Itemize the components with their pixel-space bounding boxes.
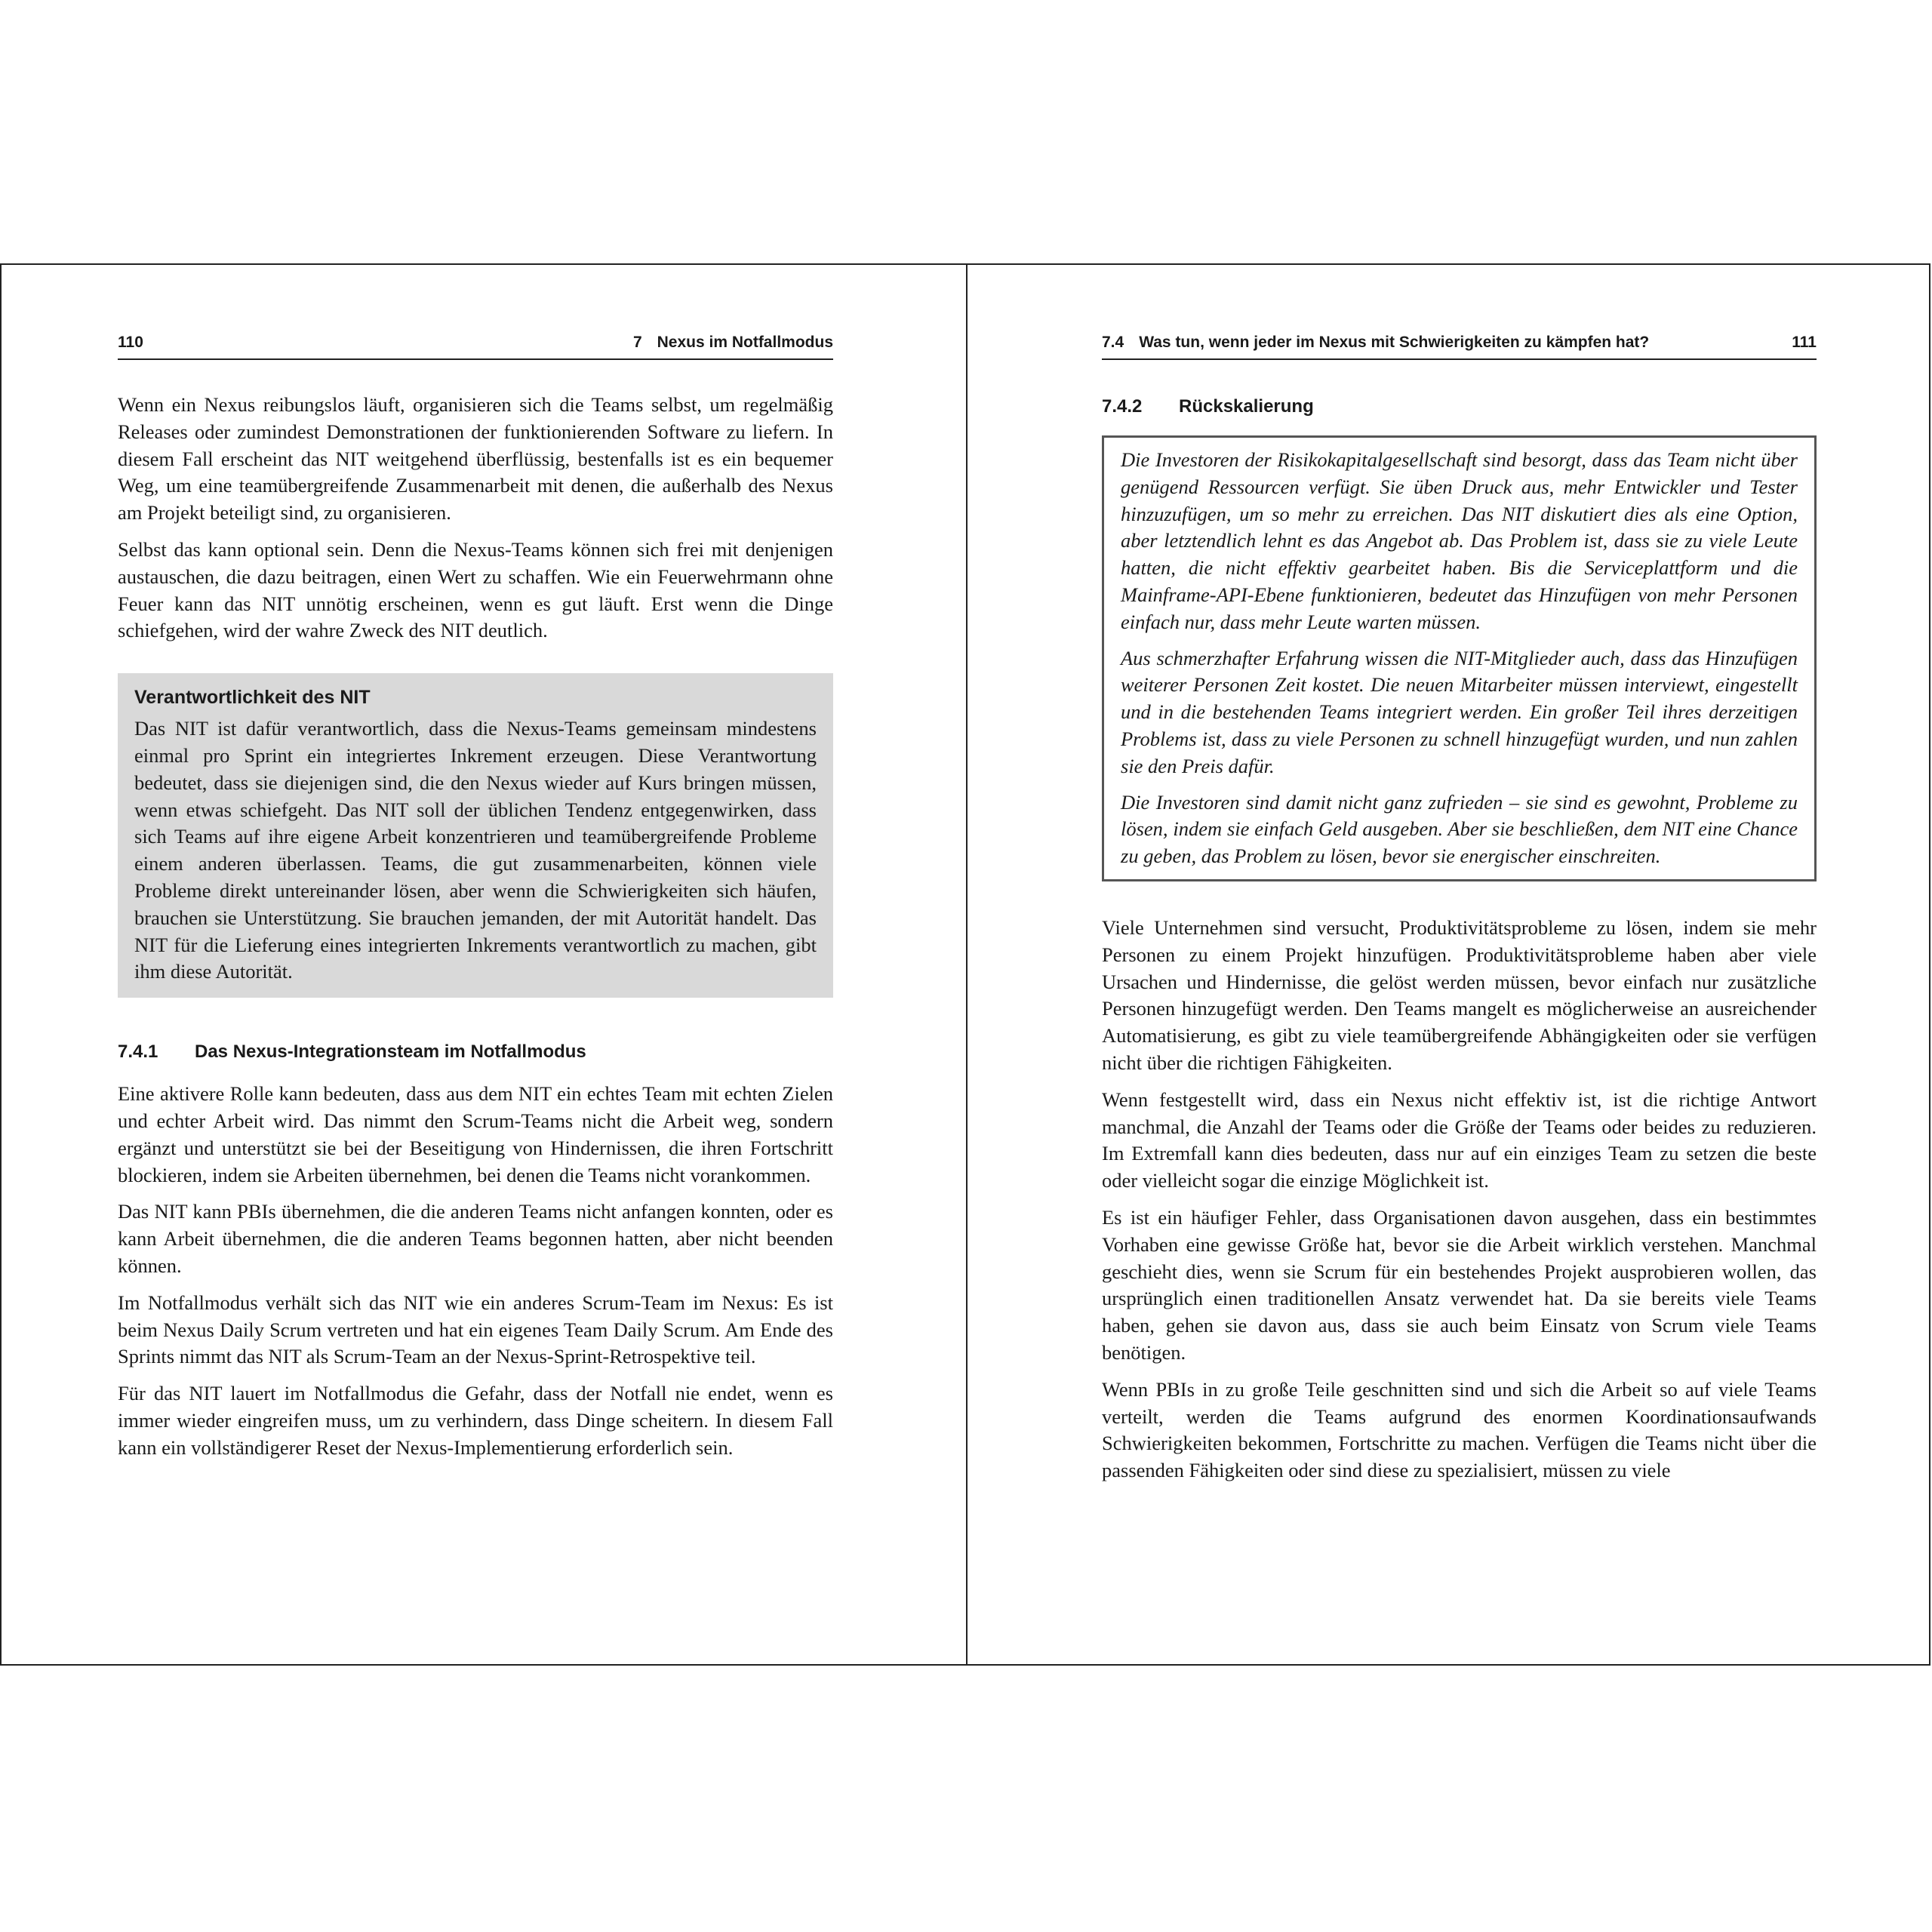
- case-study-box: [1102, 435, 1817, 881]
- subsection-number: 7.4.2: [1102, 396, 1143, 417]
- right-page: [1102, 265, 1817, 1664]
- running-section-number: 7.4: [1102, 334, 1124, 351]
- section-title: Das Nexus-Integrationsteam im Notfallmodus: [195, 1041, 586, 1063]
- running-section-title: Was tun, wenn jeder im Nexus mit Schwierigkeiten zu kämpfen hat?: [1139, 334, 1650, 351]
- paragraph: Wenn ein Nexus reibungslos läuft, organisieren sich die Teams selbst, um regelmäßig Releases oder zumindest Demonstrationen der funktionierenden Software zu liefern. In diesem Fall erscheint das NIT weitgehend überflüssig, bestenfalls ist es ein bequemer Weg, um eine teamübergreifende Zusammenarbeit mit denen, die außerhalb des Nexus am Projekt beteiligt sind, zu organisieren.: [118, 393, 833, 525]
- paragraph: Viele Unternehmen sind versucht, Produktivitätsprobleme zu lösen, indem sie mehr Personen zu einem Projekt hinzufügen. Produktivitätsprobleme haben aber viele Ursachen und Hindernisse, die gelöst werden müssen, bevor einfach nur zusätzliche Personen hinzugefügt werden. Den Teams mangelt es möglicherweise an ausreichender Automatisierung, es gibt zu viele teamübergreifende Abhängigkeiten oder sie verfügen nicht über die richtigen Fähigkeiten.: [1102, 915, 1817, 1074]
- right-page-content: [1102, 395, 1817, 1494]
- book-spread: [0, 263, 1930, 1666]
- section-number: 7.4.1: [118, 1041, 158, 1063]
- paragraph: Es ist ein häufiger Fehler, dass Organisationen davon ausgehen, dass ein bestimmtes Vorhaben eine gewisse Größe hat, bevor sie die Arbeit wirklich verstehen. Manchmal geschieht dies, wenn sie Scrum für ein bestehendes Projekt ausprobieren wollen, das ursprünglich einen traditionellen Ansatz verwendet hat. Da sie bereits viele Teams haben, gehen sie davon aus, dass sie auch beim Einsatz von Scrum viele Teams benötigen.: [1102, 1205, 1817, 1364]
- paragraph: Wenn PBIs in zu große Teile geschnitten sind und sich die Arbeit so auf viele Teams verteilt, werden die Teams aufgrund des enormen Koordinationsaufwands Schwierigkeiten bekommen, Fortschritte zu machen. Verfügen die Teams nicht über die passenden Fähigkeiten oder sind diese zu spezialisiert, müssen zu viele: [1102, 1377, 1817, 1482]
- page-spine-divider: [966, 265, 968, 1664]
- subsection-heading: [1102, 395, 1817, 419]
- info-box: [118, 673, 833, 998]
- paragraph: Für das NIT lauert im Notfallmodus die Gefahr, dass der Notfall nie endet, wenn es immer wieder eingreifen muss, um zu verhindern, dass Dinge scheitern. In diesem Fall kann ein vollständigerer Reset der Nexus-Implementierung erforderlich sein.: [118, 1382, 833, 1459]
- left-page-number: 110: [118, 334, 143, 351]
- section-heading: [118, 1040, 833, 1064]
- left-page-content: [118, 392, 833, 1472]
- paragraph: Im Notfallmodus verhält sich das NIT wie ein anderes Scrum-Team im Nexus: Es ist beim Nexus Daily Scrum vertreten und hat ein eigenes Team Daily Scrum. Am Ende des Sprints nimmt das NIT als Scrum-Team an der Nexus-Sprint-Retrospektive teil.: [118, 1291, 833, 1368]
- chapter-title: Nexus im Notfallmodus: [657, 334, 833, 351]
- subsection-title: Rückskalierung: [1179, 396, 1314, 417]
- paragraph: Selbst das kann optional sein. Denn die Nexus-Teams können sich frei mit denjenigen austauschen, die dazu beitragen, einen Wert zu schaffen. Wie ein Feuerwehrmann ohne Feuer kann das NIT unnötig erscheinen, wenn es gut läuft. Erst wenn die Dinge schiefgehen, wird der wahre Zweck des NIT deutlich.: [118, 537, 833, 642]
- info-box-text: Das NIT ist dafür verantwortlich, dass die Nexus-Teams gemeinsam mindestens einmal pro Sprint ein integriertes Inkrement erzeugen. Diese Verantwortung bedeutet, dass sie diejenigen sind, die den Nexus wieder auf Kurs bringen müssen, wenn etwas schiefgeht. Das NIT soll der üblichen Tendenz entgegenwirken, dass sich Teams auf ihre eigene Arbeit konzentrieren und teamübergreifende Probleme einem anderen überlassen. Teams, die gut zusammenarbeiten, können viele Probleme direkt untereinander lösen, aber wenn die Schwierigkeiten sich häufen, brauchen sie Unterstützung. Sie brauchen jemanden, der mit Autorität handelt. Das NIT für die Lieferung eines integrierten Inkrements verantwortlich zu machen, gibt ihm diese Autorität.: [134, 717, 817, 983]
- right-section-heading: [1102, 331, 1649, 354]
- case-study-paragraph: Die Investoren sind damit nicht ganz zufrieden – sie sind es gewohnt, Probleme zu lösen, indem sie einfach Geld ausgeben. Aber sie beschließen, dem NIT eine Chance zu geben, das Problem zu lösen, bevor sie energischer einschreiten.: [1121, 790, 1798, 868]
- info-box-title: Verantwortlichkeit des NIT: [134, 687, 371, 709]
- left-running-head: [118, 331, 833, 360]
- case-study-paragraph: Aus schmerzhafter Erfahrung wissen die NIT-Mitglieder auch, dass das Hinzufügen weiterer Personen Zeit kostet. Die neuen Mitarbeiter müssen interviewt, eingestellt und in die bestehenden Teams integriert werden. Ein großer Teil ihres derzeitigen Problems ist, dass zu viele Personen zu schnell hinzugefügt wurden, und nun zahlen sie den Preis dafür.: [1121, 646, 1798, 777]
- right-running-head: [1102, 331, 1817, 360]
- paragraph: Das NIT kann PBIs übernehmen, die die anderen Teams nicht anfangen konnten, oder es kann Arbeit übernehmen, die die anderen Teams begonnen hatten, aber nicht beenden können.: [118, 1200, 833, 1277]
- right-page-number: 111: [1792, 334, 1817, 351]
- left-chapter-heading: [633, 331, 833, 354]
- case-study-paragraph: Die Investoren der Risikokapitalgesellschaft sind besorgt, dass das Team nicht über genügend Ressourcen verfügt. Sie üben Druck aus, mehr Entwickler und Tester hinzuzufügen, um so mehr zu erreichen. Das NIT diskutiert dies als eine Option, aber letztendlich lehnt es das Angebot ab. Das Problem ist, dass sie zu viele Leute hatten, die nicht effektiv gearbeitet haben. Bis die Serviceplattform und die Mainframe-API-Ebene funktionieren, bedeutet das Hinzufügen von mehr Personen einfach nur, dass mehr Leute warten müssen.: [1121, 448, 1798, 633]
- paragraph: Wenn festgestellt wird, dass ein Nexus nicht effektiv ist, ist die richtige Antwort manchmal, die Anzahl der Teams oder die Größe der Teams oder beides zu reduzieren. Im Extremfall kann dies bedeuten, dass nur auf ein einziges Team zu setzen die beste oder vielleicht sogar die einzige Möglichkeit ist.: [1102, 1088, 1817, 1192]
- left-page: [118, 265, 833, 1664]
- chapter-number: 7: [632, 334, 642, 351]
- paragraph: Eine aktivere Rolle kann bedeuten, dass aus dem NIT ein echtes Team mit echten Zielen und echter Arbeit wird. Das nimmt den Scrum-Teams nicht die Arbeit weg, sondern ergänzt und unterstützt sie bei der Beseitigung von Hindernissen, die ihren Fortschritt blockieren, indem sie Arbeiten übernehmen, bei denen die Teams nicht vorankommen.: [118, 1082, 833, 1186]
